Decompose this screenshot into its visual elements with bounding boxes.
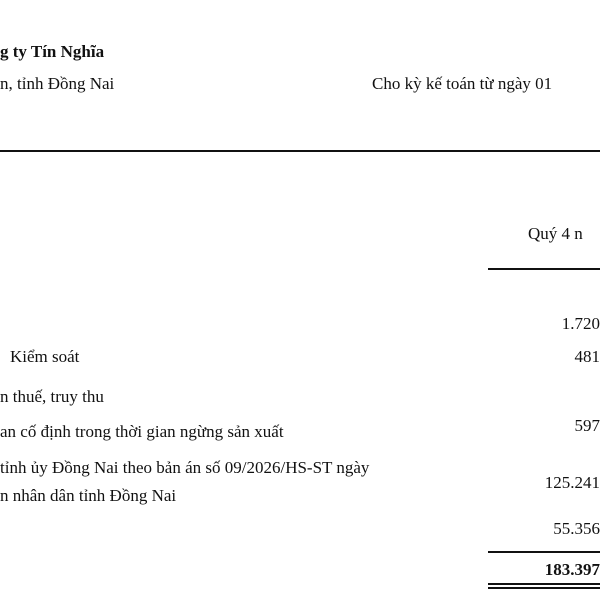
row-4-value: 597 [574,416,600,435]
header-divider [0,150,600,152]
total-double-underline-top [488,583,600,585]
reporting-period: Cho kỳ kế toán từ ngày 01 [372,74,553,93]
row-4-label: an cố định trong thời gian ngừng sản xuất [0,422,284,441]
row-1-value: 1.720 [561,314,600,333]
row-5-value: 125.241 [544,473,600,492]
total-double-underline-bottom [488,587,600,589]
row-2-label: Kiểm soát [10,347,80,366]
row-2-value: 481 [574,347,600,366]
row-5-label-line1: tỉnh ủy Đồng Nai theo bản án số 09/2026/HS-ST ngày [0,458,370,477]
company-name: g ty Tín Nghĩa [0,42,105,61]
column-header: Quý 4 n [528,224,583,243]
column-header-underline [488,268,600,270]
company-location: n, tỉnh Đồng Nai [0,74,115,93]
total-value: 183.397 [544,560,600,579]
total-rule [488,551,600,553]
row-3-label: n thuế, truy thu [0,387,104,406]
row-6-value: 55.356 [553,519,600,538]
row-5-label-line2: n nhân dân tỉnh Đồng Nai [0,486,177,505]
